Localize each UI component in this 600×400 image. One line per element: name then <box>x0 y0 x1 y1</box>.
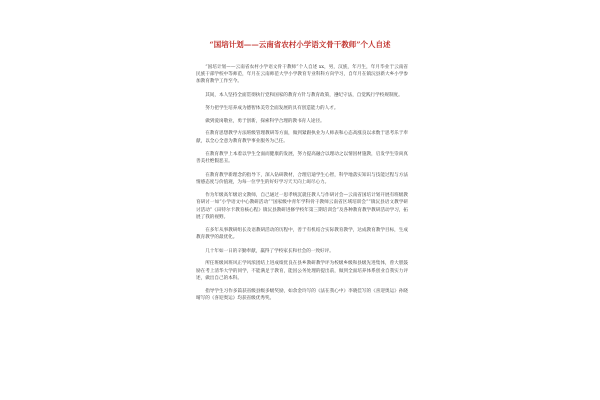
paragraph-2: 其间，本人坚持全面贯彻执行党和国家的教育方针与教育政策，遵纪守法，自觉践行学校规制度。 <box>205 92 403 98</box>
paragraph-12: 指导学生习作多篇获省级县级多级奖励，如余金玲写的《法在我心中》李晓佳写的《喜迎奥运》孙晓晴写的《喜迎奥运》均获省级优秀奖。 <box>196 289 408 302</box>
paragraph-4: 做到爱岗敬业，勇于创新，探索科学合理的教书育人途径。 <box>205 118 325 124</box>
paragraph-7: 在教育教学新理念的指导下，深入钻研教材，合理启迪学生心智，科学地落实知识与技能过程与方法情感态度与价值观，为每一位学生的好好学习天天向上竭尽心力。 <box>196 172 408 185</box>
paragraph-3: 努力把学生培养成为德智体美劳全面发展的具有创造能力的人才。 <box>205 106 339 112</box>
document-body <box>196 64 408 309</box>
paragraph-9: 在多年从事教研组长及语教研活动的历程中，善于有机结合实际教育教学，达成教育教学目标，生成教育教学的最优化。 <box>196 228 408 241</box>
paragraph-1: “国培计划——云南省农村小学语文骨干教师”个人自述 xx，男，汉族，年月生，年月毕业于云南省民族干部学校中等师范，年月在云南师范大学小学教育专业科科方向学习，自年月在镇沅县新大乡小学参加教育教学工作至今。 <box>196 65 408 85</box>
paragraph-8: 作为年级高年级语文教师，自己通过一思孝统沉就任教人与作研讨会—云南省国培计划开展有班级教育研讨一如“小学语文中心教研活动”“国家级中青年学科骨干教师云南省区域培训会”“镇沅县语文教学研讨活动”《田特尔卡教育核心程》镇沅县教研进修学校年第三期培训会”及各种教育教学教研活动学习，拓展了我的视野。 <box>196 193 408 220</box>
paragraph-10: 几十年如一日的辛勤奉献，赢得了学校家长和社会的一致好评。 <box>205 248 334 254</box>
paragraph-5: 在教育思想教学方法班级管理教研等方面，做到紧跟执业为人师表和心态高涨良以求数于思考乐于奉献，以全心全意为教育教学事业服务为己任。 <box>196 131 408 144</box>
paragraph-11: 所任班级回班风正学风浓团结上进成绩优良在县乡教研教学评为校级乡级和县级先进集体，曾大胆鼓励在考上清华大学的同学，不能满足于教育，能因公务处理的提出前，做到全面培养体系创业自我实力评述，做出自己的本科。 <box>196 261 408 281</box>
paragraph-6: 在教育教学上本着以学生全面而健康的发展，努力提高融合以理动之以情因材施教，启发学生崇尚真善美杜绝假恶丑。 <box>196 151 408 165</box>
document-title: “国培计划——云南省农村小学语文骨干教师”个人自述 <box>209 40 391 49</box>
